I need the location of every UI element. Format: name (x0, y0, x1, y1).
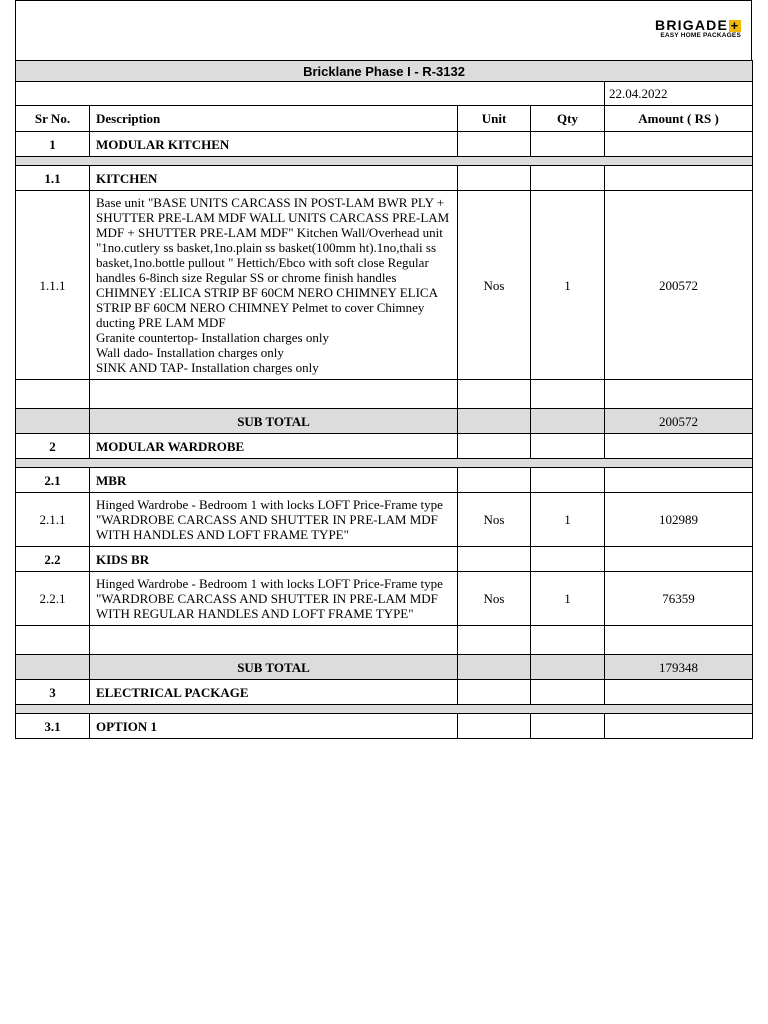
subsection-sr: 2.2 (16, 547, 90, 572)
gap-row (16, 459, 753, 468)
empty-cell (16, 380, 90, 409)
empty-cell (605, 380, 753, 409)
quotation-table (15, 60, 753, 739)
subsection-sr: 3.1 (16, 714, 90, 739)
item-amount: 76359 (605, 572, 753, 626)
subsection-label: MBR (90, 468, 458, 493)
section-label: MODULAR KITCHEN (90, 132, 458, 157)
description-line: "WARDROBE CARCASS AND SHUTTER IN PRE-LAM MDF WITH HANDLES AND LOFT FRAME TYPE" (96, 512, 438, 542)
title-row (16, 61, 753, 82)
empty-cell (605, 626, 753, 655)
empty-cell (458, 655, 531, 680)
empty-cell (458, 166, 531, 191)
item-sr: 1.1.1 (16, 191, 90, 380)
subsection-row (16, 166, 753, 191)
item-unit: Nos (458, 191, 531, 380)
empty-cell (605, 166, 753, 191)
item-sr: 2.2.1 (16, 572, 90, 626)
empty-cell (458, 132, 531, 157)
quotation-sheet (15, 0, 752, 739)
empty-cell (531, 626, 605, 655)
empty-cell (458, 680, 531, 705)
subtotal-row (16, 409, 753, 434)
description-line: Hinged Wardrobe - Bedroom 1 with locks LOFT Price-Frame type (96, 497, 443, 512)
date-row (16, 82, 753, 106)
quote-date: 22.04.2022 (605, 82, 753, 106)
subtotal-row (16, 655, 753, 680)
gap-cell (16, 459, 753, 468)
subsection-sr: 2.1 (16, 468, 90, 493)
header-row (16, 106, 753, 132)
empty-cell (458, 409, 531, 434)
item-sr: 2.1.1 (16, 493, 90, 547)
gap-row (16, 157, 753, 166)
subtotal-amount: 179348 (605, 655, 753, 680)
item-amount: 102989 (605, 493, 753, 547)
empty-cell (531, 714, 605, 739)
gap-cell (16, 705, 753, 714)
subsection-sr: 1.1 (16, 166, 90, 191)
empty-cell (605, 132, 753, 157)
header-unit: Unit (458, 106, 531, 132)
description-line: Base unit "BASE UNITS CARCASS IN POST-LAM BWR PLY + SHUTTER PRE-LAM MDF WALL UNITS CARCASS PRE-LAM MDF + SHUTTER PRE-LAM MDF" Kitchen Wall/Overhead unit "1no.cutlery ss basket,1no.plain ss basket(100mm ht).1no,thali ss basket,1no.bottle pullout " Hettich/Ebco with soft close Regular handles 6-8inch size Regular SS or chrome finish handles CHIMNEY :ELICA STRIP BF 60CM NERO CHIMNEY ELICA STRIP BF 60CM NERO CHIMNEY Pelmet to cover Chimney ducting PRE LAM MDF (96, 195, 450, 330)
section-sr: 2 (16, 434, 90, 459)
section-row (16, 680, 753, 705)
empty-cell (531, 680, 605, 705)
empty-cell (605, 547, 753, 572)
empty-cell (605, 434, 753, 459)
header-amount: Amount ( RS ) (605, 106, 753, 132)
subsection-label: KITCHEN (90, 166, 458, 191)
item-row (16, 493, 753, 547)
brigade-logo (655, 18, 741, 40)
logo-tagline: EASY HOME PACKAGES (660, 32, 741, 39)
subsection-label: OPTION 1 (90, 714, 458, 739)
section-sr: 3 (16, 680, 90, 705)
item-qty: 1 (531, 191, 605, 380)
subsection-row (16, 714, 753, 739)
logo-header (15, 0, 752, 60)
item-qty: 1 (531, 493, 605, 547)
subsection-label: KIDS BR (90, 547, 458, 572)
description-line: Wall dado- Installation charges only (96, 345, 284, 360)
header-description: Description (90, 106, 458, 132)
section-label: MODULAR WARDROBE (90, 434, 458, 459)
logo-plus-icon: + (730, 18, 740, 33)
section-row (16, 434, 753, 459)
description-line: Hinged Wardrobe - Bedroom 1 with locks LOFT Price-Frame type (96, 576, 443, 591)
empty-cell (531, 409, 605, 434)
subtotal-label: SUB TOTAL (90, 409, 458, 434)
description-line: "WARDROBE CARCASS AND SHUTTER IN PRE-LAM MDF WITH REGULAR HANDLES AND LOFT FRAME TYPE" (96, 591, 438, 621)
empty-cell (531, 468, 605, 493)
item-row (16, 572, 753, 626)
section-row (16, 132, 753, 157)
empty-cell (458, 434, 531, 459)
empty-cell (458, 547, 531, 572)
empty-cell (458, 626, 531, 655)
header-sr: Sr No. (16, 106, 90, 132)
empty-cell (90, 626, 458, 655)
subsection-row (16, 547, 753, 572)
logo-brand (655, 18, 741, 32)
project-title: Bricklane Phase I - R-3132 (16, 61, 753, 82)
gap-row (16, 705, 753, 714)
subtotal-amount: 200572 (605, 409, 753, 434)
empty-cell (16, 655, 90, 680)
item-description (90, 191, 458, 380)
empty-cell (531, 380, 605, 409)
empty-cell (531, 166, 605, 191)
item-description (90, 572, 458, 626)
item-row (16, 191, 753, 380)
empty-cell (605, 680, 753, 705)
item-unit: Nos (458, 493, 531, 547)
item-description (90, 493, 458, 547)
empty-cell (531, 434, 605, 459)
empty-cell (16, 626, 90, 655)
empty-cell (531, 655, 605, 680)
empty-cell (605, 468, 753, 493)
blank-row (16, 626, 753, 655)
empty-cell (531, 547, 605, 572)
section-sr: 1 (16, 132, 90, 157)
subsection-row (16, 468, 753, 493)
empty-cell (458, 380, 531, 409)
item-unit: Nos (458, 572, 531, 626)
item-amount: 200572 (605, 191, 753, 380)
date-spacer (16, 82, 605, 106)
empty-cell (458, 468, 531, 493)
empty-cell (90, 380, 458, 409)
empty-cell (16, 409, 90, 434)
subtotal-label: SUB TOTAL (90, 655, 458, 680)
header-qty: Qty (531, 106, 605, 132)
item-qty: 1 (531, 572, 605, 626)
gap-cell (16, 157, 753, 166)
empty-cell (458, 714, 531, 739)
description-line: SINK AND TAP- Installation charges only (96, 360, 319, 375)
empty-cell (605, 714, 753, 739)
empty-cell (531, 132, 605, 157)
section-label: ELECTRICAL PACKAGE (90, 680, 458, 705)
logo-brand-text: BRIGADE (655, 17, 728, 33)
blank-row (16, 380, 753, 409)
description-line: Granite countertop- Installation charges only (96, 330, 329, 345)
